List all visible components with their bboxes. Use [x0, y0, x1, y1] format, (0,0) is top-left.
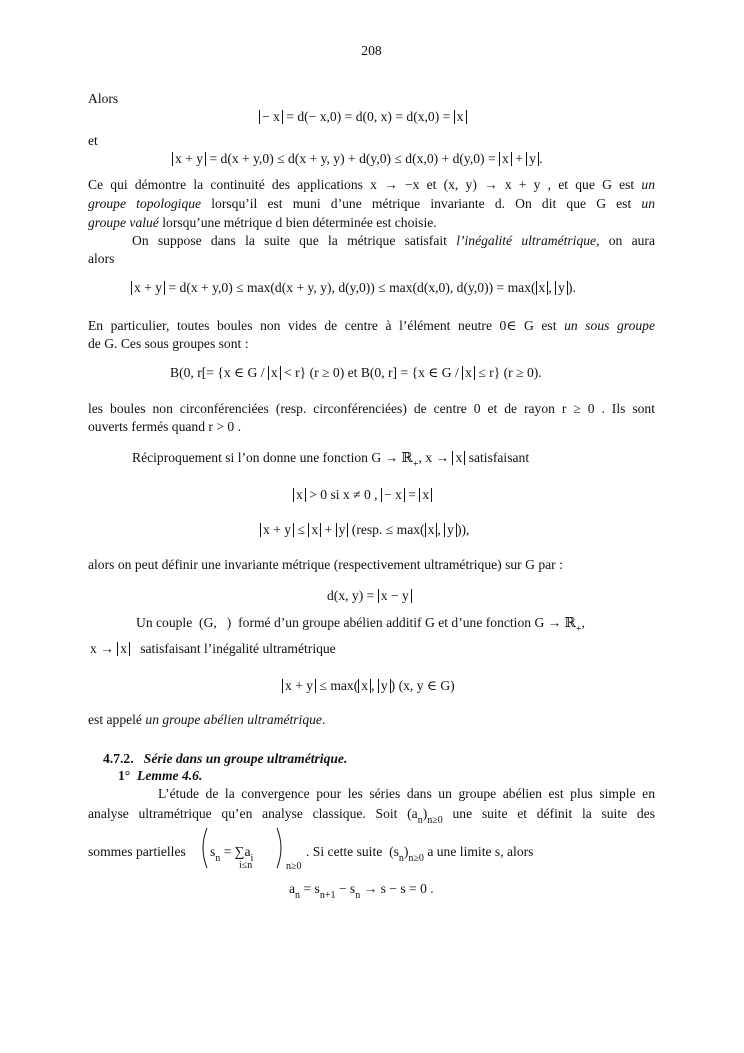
abs-value: y — [444, 523, 457, 537]
abs-value: x — [452, 451, 465, 465]
equation: x + y = d(x + y,0) ≤ max(d(x + y, y), d(y,0)) ≤ max(d(x,0), d(y,0)) = max( x , y ). — [131, 279, 576, 296]
abs-value: x — [308, 523, 321, 537]
paragraph-line: sommes partielles — [88, 844, 186, 859]
paragraph-line: En particulier, toutes boules non vides de centre à l’élément neutre 0∈ G est un sous groupe — [88, 318, 655, 333]
page-number: 208 — [361, 43, 382, 58]
equation: x + y ≤ max( x , y ) (x, y ∈ G) — [282, 677, 455, 694]
abs-value: x — [454, 110, 467, 124]
abs-value: x — [358, 679, 371, 693]
abs-value: y — [336, 523, 349, 537]
abs-value: x − y — [378, 589, 412, 603]
equation: x > 0 si x ≠ 0 , − x = x — [293, 486, 432, 503]
subscript: n≥0 — [286, 861, 302, 872]
abs-value: x — [117, 642, 130, 656]
equation — [259, 108, 467, 125]
paragraph-line: L’étude de la convergence pour les séries dans un groupe abélien est plus simple en — [158, 786, 655, 801]
equation-text: = d(− x,0) = d(0, x) = d(x,0) = — [282, 109, 454, 124]
paragraph-text: et — [88, 133, 98, 148]
paragraph-line: groupe valué lorsqu’une métrique d bien déterminée est choisie. — [88, 215, 437, 230]
paragraph-line: ouverts fermés quand r > 0 . — [88, 419, 242, 434]
abs-value: x — [268, 366, 281, 380]
abs-value: x + y — [282, 679, 316, 693]
paragraph-line: Ce qui démontre la continuité des applications x → −x et (x, y) → x + y , et que G est un — [88, 177, 655, 192]
abs-value: x — [462, 366, 475, 380]
lemma-heading: 1° Lemme 4.6. — [118, 768, 203, 783]
paragraph-line: Réciproquement si l’on donne une fonction G → ℝ$_+$, x → x satisfaisant — [132, 450, 530, 470]
abs-value: y — [526, 152, 539, 166]
abs-value: x — [499, 152, 512, 166]
paragraph-line: Un couple (G, ) formé d’un groupe abélien additif G et d’une fonction G → ℝ$_+$, — [136, 615, 585, 635]
abs-value: y — [555, 281, 568, 295]
section-heading: 4.7.2. Série dans un groupe ultramétrique. — [103, 751, 348, 766]
abs-value: x — [293, 488, 306, 502]
paragraph-text: Alors — [88, 91, 119, 106]
equation: x + y ≤ x + y (resp. ≤ max( x , y )), — [260, 521, 469, 538]
abs-value: − x — [381, 488, 405, 502]
abs-value: x — [419, 488, 432, 502]
paragraph-line: x → x satisfaisant l’inégalité ultramétrique — [90, 641, 336, 656]
abs-value: y — [378, 679, 391, 693]
equation: $a_n = s_{n+1} - s_n \to s - s = 0$ . — [289, 881, 434, 901]
equation: B(0, r[= {x ∈ G / x < r} (r ≥ 0) et B(0, r] = {x ∈ G / x ≤ r} (r ≥ 0). — [170, 365, 542, 380]
equation-text: = d(x + y,0) ≤ d(x + y, y) + d(y,0) ≤ d(x,0) + d(y,0) = — [206, 151, 500, 166]
abs-value: x + y — [131, 281, 165, 295]
abs-value: − x — [259, 110, 283, 124]
abs-value: x — [536, 281, 549, 295]
paragraph-line: est appelé un groupe abélien ultramétrique. — [88, 712, 326, 727]
partial-sum-formula: $s_n = \sum a_i$ i≤n — [199, 826, 285, 870]
paragraph-line: . Si cette suite $(s_n)_{n\ge 0}$ a une limite s, alors — [306, 844, 534, 864]
paragraph-line: de G. Ces sous groupes sont : — [88, 336, 249, 351]
abs-value: x — [425, 523, 438, 537]
paragraph-line: alors on peut définir une invariante métrique (respectivement ultramétrique) sur G par : — [88, 557, 563, 572]
paragraph-line: analyse ultramétrique qu’en analyse classique. Soit $(a_n)_{n\ge 0}$ une suite et définit la suite des — [88, 806, 655, 826]
abs-value: x + y — [172, 152, 206, 166]
paragraph-line: On suppose dans la suite que la métrique satisfait l’inégalité ultramétrique, on aura — [132, 233, 655, 248]
paragraph-line: les boules non circonférenciées (resp. circonférenciées) de centre 0 et de rayon r ≥ 0 . Ils sont — [88, 401, 655, 416]
paragraph-line: alors — [88, 251, 115, 266]
equation: d(x, y) = x − y — [327, 587, 412, 604]
paragraph-line: groupe topologique lorsqu’il est muni d’une métrique invariante d. On dit que G est un — [88, 196, 655, 211]
abs-value: x + y — [260, 523, 294, 537]
equation: x + y = d(x + y,0) ≤ d(x + y, y) + d(y,0) ≤ d(x,0) + d(y,0) = x + y . — [172, 150, 543, 167]
